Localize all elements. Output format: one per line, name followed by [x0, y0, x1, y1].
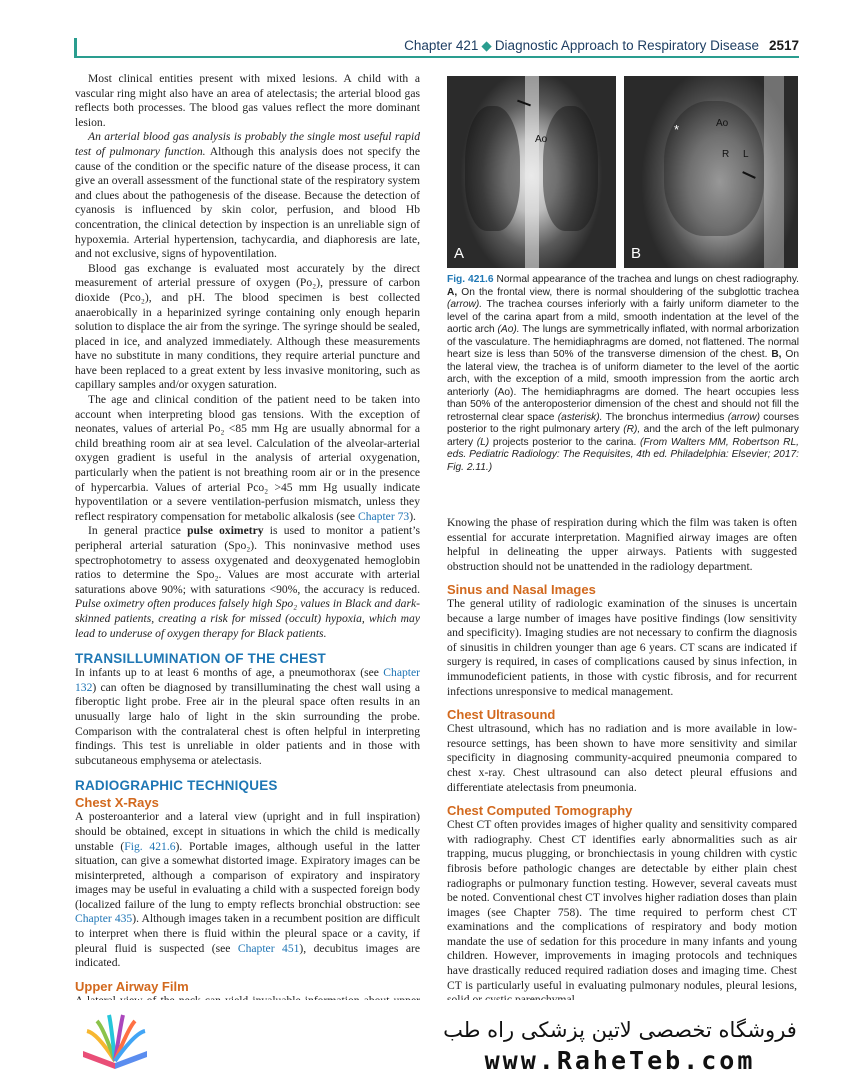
panel-label: A	[454, 245, 465, 262]
paragraph: Most clinical entities present with mixed lesions. A child with a vascular ring might also have an area of atelectasis; the arterial blood gas reflects both processes. The blood gas values reflect the more dominant lesion.	[75, 72, 420, 129]
text: In infants up to at least 6 months of age, a pneumothorax (see	[75, 666, 384, 680]
text: (arrow).	[447, 299, 483, 310]
text: (L)	[476, 436, 490, 448]
diamond-icon: ◆	[481, 38, 492, 53]
text: ). Portable images, although useful in the latter situation, can give a somewhat distorted image. Expiratory images can be misinterpreted, although a comparison of expiratory and inspiratory images may be useful in evaluating a child with a suspected foreign body (localized failure of the lung to empty reflects bronchial obstruction: see	[75, 839, 420, 911]
right-pulmonary-artery-label: R	[722, 149, 730, 160]
text: Although this analysis does not specify the cause of the condition or the specific nature of the disease process, it can give an overall assessment of the functional state of the respiratory system and clues about the pathogenesis of the disease. Because the detection of cyanosis is influenced by skin color, perfusion, and blood Hb concentration, the clinical detection by inspection is an unreliable sign of hypoxemia. Arterial hypertension, tachycardia, and diaphoresis are late, and not exclusive, signs of hypoventilation.	[75, 144, 421, 261]
chapter-number: Chapter 421	[404, 38, 479, 53]
text: ).	[409, 509, 416, 523]
text: B,	[771, 349, 782, 360]
frontal-chest-xray	[447, 76, 616, 268]
panel-label: B	[631, 245, 642, 262]
paragraph: Chest ultrasound, which has no radiation and is more available in low-resource settings, has been shown to have more sensitivity and similar specificity in diagnosing community-acquired pneumonia compared to chest x-ray. Chest ultrasound can also detect pleural effusions and differentiate atelectasis from pneumonia.	[447, 722, 797, 794]
subsection-heading: Upper Airway Film	[75, 978, 189, 994]
shop-url[interactable]: www.RaheTeb.com	[484, 1046, 756, 1075]
text: On the frontal view, there is normal shouldering of the subglottic trachea	[457, 286, 799, 298]
paragraph	[75, 524, 420, 641]
chapter-link[interactable]: Chapter 451	[237, 941, 300, 955]
text: courses posterior to the right pulmonary artery	[447, 411, 799, 435]
paragraph: Chest CT often provides images of higher quality and sensitivity compared with radiography. Chest CT identifies early abnormalities such as air trapping, mucus plugging, or bronchiectasis in young children with cystic fibrosis before pathologic changes are detectable by either plain chest radiographs or pulmonary function testing. However, several caveats must be noted. Conventional chest CT involves higher radiation doses than plain images (see Chapter 758). The time required to perform chest CT examinations and the complications of respiratory and body motion mandate the use of sedation for this procedure in many infants and young children. However, improvements in imaging protocols and techniques have drastically reduced required radiation doses and imaging time. Chest CT is particularly useful in evaluating pulmonary nodules, pleural lesions,	[447, 818, 797, 992]
header-accent-bar	[74, 38, 77, 58]
figure-source: (From Walters MM, Robertson RL, eds. Pediatric Radiology: The Requisites, 4th ed. Philadelphia: Elsevier; 2017: Fig. 2.11.)	[447, 436, 799, 473]
text: (asterisk).	[557, 411, 603, 423]
text: The age and clinical condition of the patient need to be taken into account when interpreting blood gas tensions. With the exception of neonates, values of arterial Po₂ <85 mm Hg are usually abnormal for a child breathing room air at sea level. Calculation of the alveolar-arterial oxygen gradient is useful in the analysis of arterial oxygenation, particularly when the patient is not breathing room air or in the presence of hypercarbia. Values of arterial Pco₂ >45 mm Hg usually indicate hypoventilation or a severe ventilation-perfusion mismatch, unless they reflect respiratory compensation for metabolic alkalosis (see	[75, 393, 420, 523]
spine-shadow	[764, 76, 784, 268]
paragraph	[75, 666, 420, 768]
subsection-heading: Chest Ultrasound	[447, 707, 556, 723]
text: projects posterior to the carina.	[489, 436, 640, 448]
figure-link[interactable]: Fig. 421.6	[124, 839, 176, 853]
shop-name: فروشگاه تخصصی لاتین پزشکی راه طب	[443, 1018, 797, 1042]
aortic-arch-label: Ao	[535, 134, 548, 145]
text: A posteroanterior and a lateral view (upright and in full inspiration) should be obtained, except in situations in which the child is medically unstable (	[75, 810, 420, 853]
book-logo-icon	[75, 1013, 155, 1073]
bold-term: pulse oximetry	[187, 524, 264, 538]
chapter-link[interactable]: Chapter 132	[75, 666, 420, 694]
text: (R),	[623, 424, 641, 435]
paragraph	[75, 130, 420, 261]
section-heading: TRANSILLUMINATION OF THE CHEST	[75, 651, 326, 667]
text: The bronchus intermedius	[602, 411, 728, 423]
paragraph	[75, 393, 420, 524]
aortic-arch-label: Ao	[716, 118, 729, 129]
chapter-link[interactable]: Chapter 435	[75, 912, 133, 926]
left-lung-field	[465, 106, 520, 231]
italic-text: An arterial blood gas analysis is probably the single most useful rapid test of pulmonary function.	[75, 130, 420, 158]
paragraph	[75, 810, 420, 971]
figure-number: Fig. 421.6	[447, 274, 494, 285]
right-column	[447, 580, 797, 1008]
text: A,	[447, 286, 458, 298]
text: In general practice	[88, 524, 188, 538]
subsection-heading: Sinus and Nasal Images	[447, 582, 596, 597]
text: is used to monitor a patient’s peripheral arterial saturation (Spo₂). This noninvasive method uses spectrophotometry to assess oxygenated and deoxygenated hemoglobin ratios to determine the Spo₂. Values are most accurate with arterial saturations above 90%; with saturations <90%, the accuracy is reduced.	[75, 524, 420, 596]
left-column	[75, 72, 420, 1023]
running-header	[74, 36, 799, 58]
figure-caption	[447, 274, 799, 474]
header-text	[404, 38, 799, 54]
chapter-link[interactable]: Chapter 73	[357, 509, 410, 523]
text: and the arch of the left pulmonary artery	[447, 424, 800, 448]
text: ) can often be diagnosed by transilluminating the chest wall using a fiberoptic light probe. Free air in the pleural space often results in an unusually large halo of light in the skin surrounding the probe. Comparison with the contralateral chest is often helpful in interpreting findings. This test is unreliable in older patients and in those with subcutaneous emphysema or atelectasis.	[75, 680, 420, 767]
right-column-continuation	[447, 516, 797, 574]
text: ), decubitus images are indicated.	[75, 941, 420, 970]
paragraph: Knowing the phase of respiration during which the film was taken is often essential for accurate interpretation. Magnified airway images are often helpful in delineating the upper airways. Patients with suggested obstruction should not be unattended in the radiology department.	[447, 516, 797, 573]
lateral-chest-xray	[624, 76, 798, 268]
text: The trachea courses inferiorly with a fairly uniform diameter to the level of the carina apart from a mild, smooth indentation at the level of the aortic arch	[447, 299, 799, 335]
chapter-title: Diagnostic Approach to Respiratory Disease	[494, 38, 759, 53]
header-rule	[74, 56, 799, 58]
text: The lungs are symmetrically inflated, with normal arborization of the vasculature. The hemidiaphragms are domed, not flattened. The normal heart size is less than 50% of the transverse dimension of the chest.	[447, 324, 800, 360]
section-heading: RADIOGRAPHIC TECHNIQUES	[75, 778, 278, 794]
subsection-heading: Chest X-Rays	[75, 795, 159, 811]
page-number: 2517	[768, 38, 799, 53]
text: ). Although images taken in a recumbent position are difficult to interpret when there is fluid within the pleural space or a cavity, if pleural fluid is suspected (see	[75, 912, 420, 955]
asterisk-label: *	[674, 122, 680, 137]
subsection-heading: Chest Computed Tomography	[447, 803, 633, 819]
paragraph: The general utility of radiologic examination of the sinuses is uncertain because a large number of images have positive findings (low sensitivity and specificity). Imaging studies are not necessary to confirm the diagnosis of sinusitis in children younger than age 6 years. CT scans are indicated if surgery is required, in cases of complications caused by sinus infection, in immunodeficient patients, in those with cystic fibrosis, and for recurrent infections unresponsive to medical management.	[447, 597, 797, 698]
text: On the lateral view, the trachea is of uniform diameter to the level of the aortic arch, with the exception of a mild, smooth impression from the aortic arch anteriorly (Ao). The hemidiaphragms are domed. The heart occupies less than 50% of the anteroposterior dimension of the chest and should not fill the retrosternal clear space	[447, 349, 799, 423]
paragraph: Blood gas exchange is evaluated most accurately by the direct measurement of arterial pressure of oxygen (Po₂), pressure of carbon dioxide (Pco₂), and pH. The blood specimen is best collected anaerobically in a heparinized syringe containing only enough heparin solution to displace the air from the syringe. The syringe should be sealed, placed in ice, and analyzed immediately. Although these measurements have no substitute in many conditions, they require arterial puncture and have been replaced to a great extent by less invasive monitoring, such as capillary samples and/or oxygen saturation.	[75, 261, 420, 392]
italic-text: Pulse oximetry often produces falsely high Spo₂ values in Black and dark-skinned patients, creating a risk for missed (occult) hypoxia, which may lead to underuse of oxygen therapy for Black patients.	[75, 597, 420, 640]
text: (Ao).	[497, 324, 520, 335]
text: (arrow)	[727, 411, 760, 423]
right-lung-field	[543, 106, 598, 231]
left-pulmonary-artery-label: L	[743, 149, 749, 160]
text: Normal appearance of the trachea and lungs on chest radiography.	[493, 274, 799, 285]
